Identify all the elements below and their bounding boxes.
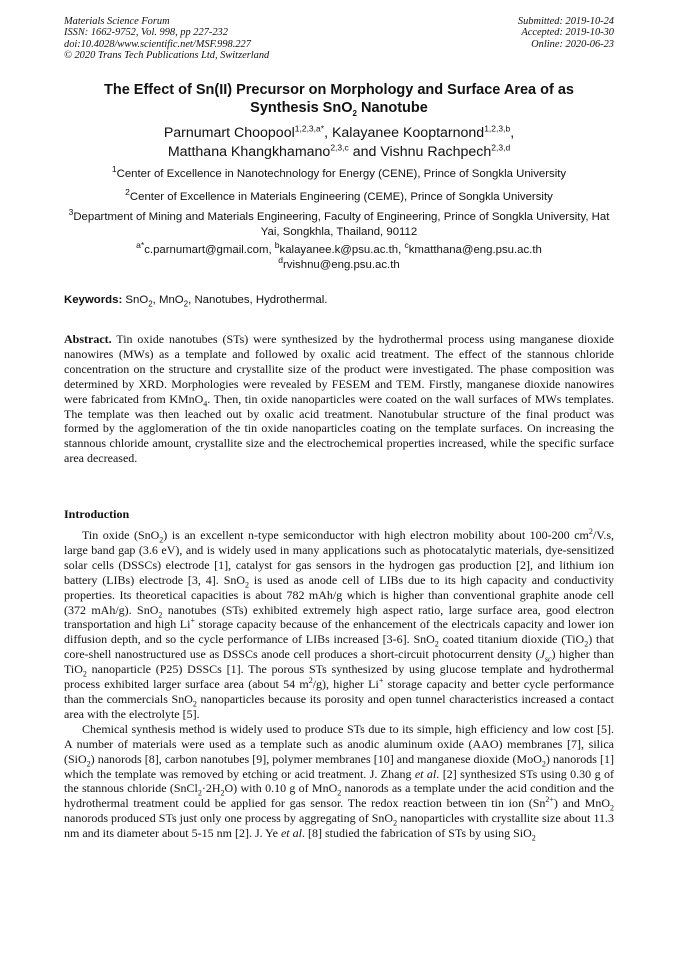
intro-paragraph-2: Chemical synthesis method is widely used to produce STs due to its simple, high efficiency and low cost [5]. A number of materials were used as a template such as anodic aluminum oxide (AAO) membranes [7], silica (SiO$_2$) nanorods [8], carbon nanotubes [9], polymer membranes [10] and manganese dioxide (MoO$_2$) nanorods [1] which the template was removed by etching or acid treatment. J. Zhang et al. [2] synthesized STs using 0.30 g of the stannous chloride $(SnCl_2\cdot 2H_2O)$ with 0.10 g of MnO$_2$ nanorods as a template under the acid condition and the hydrothermal treatment could be applied for gas sensor. The redox reaction between tin ion $(Sn^{2+})$ and MnO$_2$ nanorods produced STs just only one process by aggregating of SnO$_2$ nanoparticles with crystallite size about 11.3 nm and its diameter about 5-15 nm [2]. J. Ye et al. [8] studied the fabrication of STs by using SiO$_2$ bbox=[64, 721, 615, 843]
author-4: Vishnu Rachpech bbox=[380, 144, 492, 160]
online-date: Online: 2020-06-23 bbox=[531, 38, 614, 50]
abstract-label: Abstract. bbox=[64, 332, 112, 346]
author-3: Matthana Khangkhamano bbox=[167, 144, 331, 160]
introduction-body bbox=[64, 528, 614, 841]
abstract: Abstract. Tin oxide nanotubes (STs) were synthesized by the hydrothermal process using manganese dioxide nanowires (MWs) as a template and followed by oxalic acid treatment. The effect of the stannous chloride concentration on the structure and crystallite size of the product were investigated. The phase composition was determined by XRD. Morphologies were revealed by FESEM and TEM. Firstly, manganese dioxide nanowires were fabricated from KMnO$_4$. Then, tin oxide nanoparticles were coated on the wall surfaces of MWs templates. The template was then leached out by oxalic acid treatment. Nanotubular structure of the final product was formed by the agglomeration of the tin oxide nanoparticles coating on the template surfaces. On increasing the stannous chloride amount, crystallite size and the electrochemical properties increased, while the specific surface area decreased. bbox=[64, 332, 614, 466]
journal-name: Materials Science Forum bbox=[64, 16, 170, 27]
affiliation-1: $^1$Center of Excellence in Nanotechnology for Energy (CENE), Prince of Songkla University bbox=[111, 164, 567, 180]
author-emails: $^{a*}$c.parnumart@gmail.com, $^b$kalayanee.k@psu.ac.th, $^c$kmatthana@eng.psu.ac.th $^d$rvishnu@eng.psu.ac.th bbox=[136, 240, 542, 271]
affiliation-3: $^3$Department of Mining and Materials Engineering, Faculty of Engineering, Prince of Songkla University, Hat Yai, Songkhla, Thailand, 90112 bbox=[68, 207, 610, 238]
issn: ISSN: 1662-9752, Vol. 998, pp 227-232 bbox=[64, 27, 228, 39]
title-line-1: The Effect of Sn(II) Precursor on Morphology and Surface Area of as bbox=[104, 82, 574, 98]
submission-dates bbox=[518, 16, 614, 50]
journal-info bbox=[64, 16, 269, 62]
doi: doi:10.4028/www.scientific.net/MSF.998.227 bbox=[64, 38, 251, 50]
author-1: Parnumart Choopool bbox=[163, 125, 295, 141]
intro-paragraph-1: Tin oxide (SnO$_2$) is an excellent n-type semiconductor with high electron mobility about 100-200 $cm^2/V.s$, large band gap (3.6 eV), and is widely used in many applications such as photocatalytic materials, dye-sensitized solar cells (DSSCs) electrode [1], catalyst for gas sensors in the hydrogen gas production [2], and lithium ion battery (LIBs) electrode [3, 4]. SnO$_2$ is used as anode cell of LIBs due to its high capacity and conductivity properties. Its theoretical capacities is about 782 mAh/g which is higher than conventional graphite anode cell (372 mAh/g). SnO$_2$ nanotubes (STs) exhibited extremely high aspect ratio, large surface area, good electron transportation and high Li+ storage capacity because of the enhancement of the electricals capacity and lower ion diffusion depth, and so the cycle performance of LIBs increased [3-6]. SnO$_2$ coated titanium dioxide (TiO$_2$) that core-shell nanostructured use as DSSCs anode cell produces a short-circuit photocurrent density $(J_{sc})$ higher than TiO$_2$ nanoparticle (P25) DSSCs [1]. The porous STs synthesized by using glucose template and hydrothermal process exhibited larger surface area (about 54 $m^2/g$), higher Li+ storage capacity and better cycle performance than the commercials SnO$_2$ nanoparticles because its porosity and open tunnel characteristics increased a contact area with the electrolyte [5]. bbox=[64, 527, 615, 721]
keywords: Keywords: SnO$_2$, MnO$_2$, Nanotubes, Hydrothermal. bbox=[64, 294, 328, 309]
copyright: © 2020 Trans Tech Publications Ltd, Switzerland bbox=[64, 50, 270, 62]
email-a: c.parnumart@gmail.com, bbox=[144, 244, 275, 256]
author-list: Parnumart Choopool$^{1,2,3,a*}$, Kalayanee Kooptarnond$^{1,2,3,b}$, Matthana Khangkhamano$^{2,3,c}$ and Vishnu Rachpech$^{2,3,d}$ bbox=[163, 123, 515, 160]
title-line-2: Synthesis SnO$_2$ Nanotube bbox=[250, 99, 428, 118]
submitted-date: Submitted: 2019-10-24 bbox=[517, 16, 614, 27]
email-c: kmatthana@eng.psu.ac.th bbox=[408, 244, 542, 256]
accepted-date: Accepted: 2019-10-30 bbox=[521, 27, 614, 39]
author-2: Kalayanee Kooptarnond bbox=[331, 125, 485, 141]
email-b: kalayanee.k@psu.ac.th, bbox=[279, 244, 405, 256]
affiliation-2: $^2$Center of Excellence in Materials Engineering (CEME), Prince of Songkla University bbox=[125, 187, 553, 203]
email-d: rvishnu@eng.psu.ac.th bbox=[283, 258, 400, 271]
paper-title bbox=[64, 82, 614, 117]
section-heading-introduction: Introduction bbox=[64, 507, 130, 521]
